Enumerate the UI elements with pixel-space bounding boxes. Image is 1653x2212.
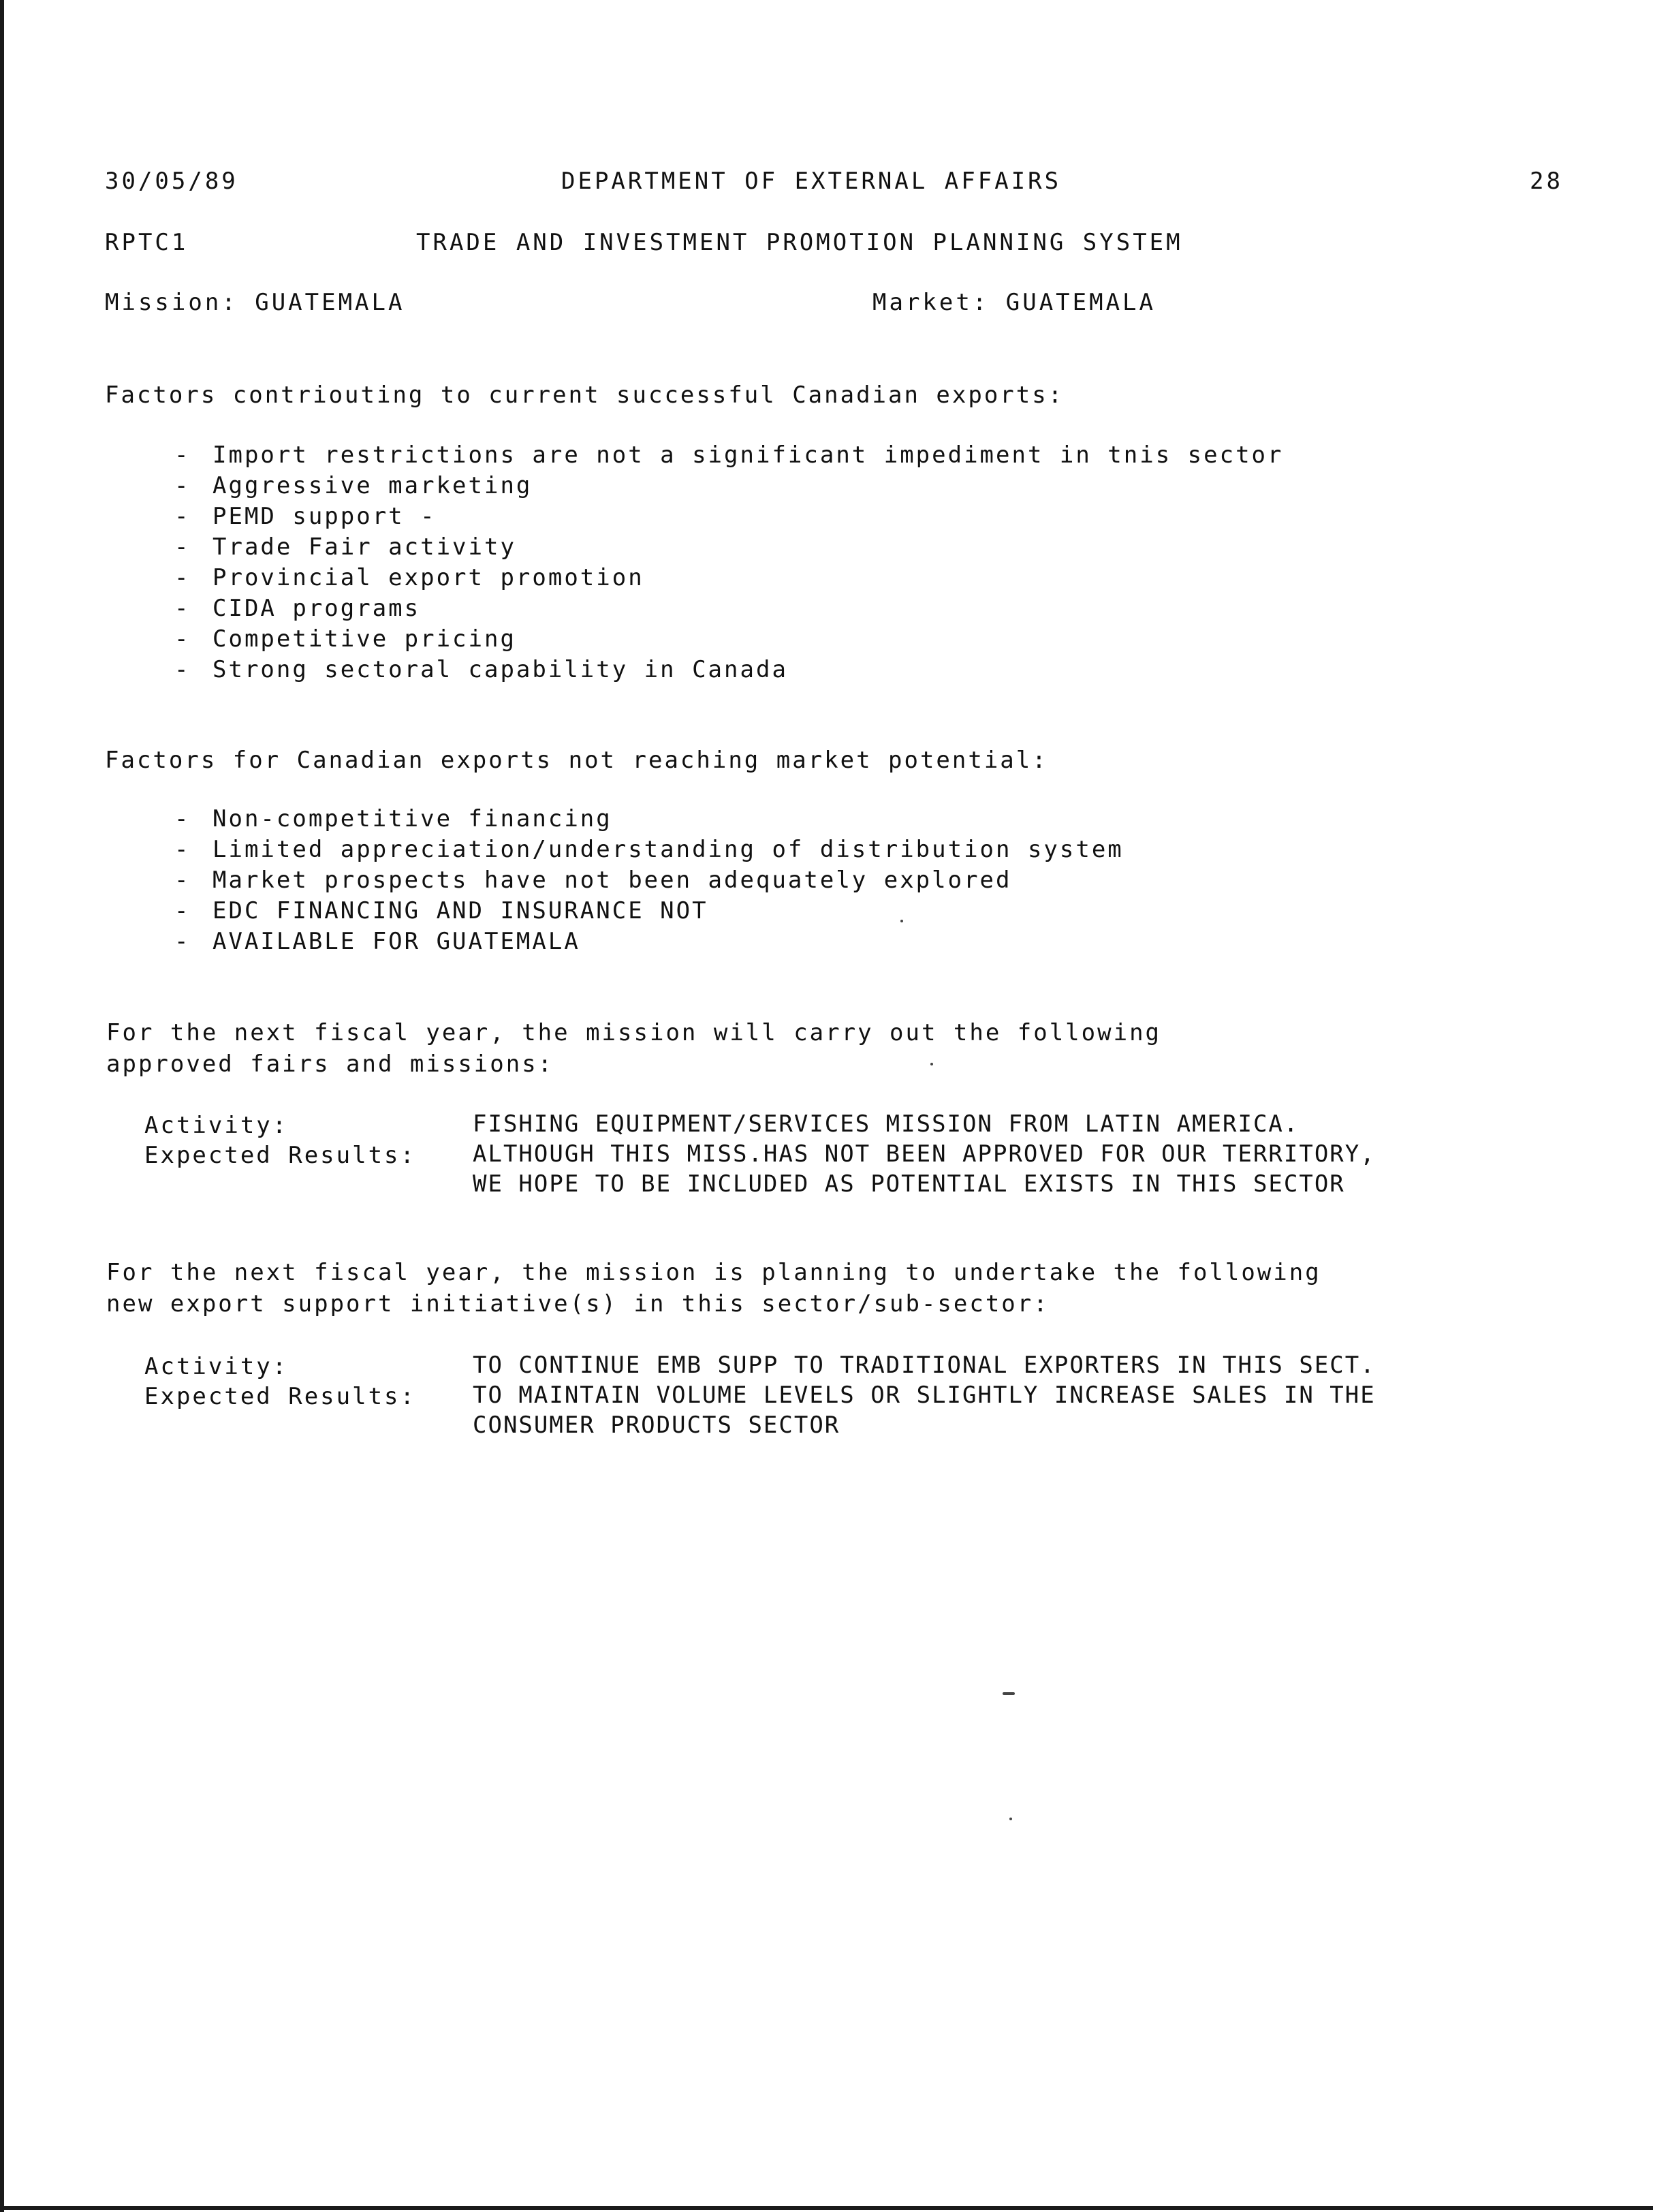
- fairs-results-line2: WE HOPE TO BE INCLUDED AS POTENTIAL EXISTS IN THIS SECTOR: [473, 1170, 1345, 1198]
- fairs-results-label: Expected Results:: [144, 1142, 416, 1169]
- initiatives-results-line2: CONSUMER PRODUCTS SECTOR: [473, 1412, 840, 1439]
- success-factors-list: [174, 440, 1283, 685]
- list-item: - Competitive pricing: [174, 625, 516, 653]
- initiatives-activity-label: Activity:: [144, 1353, 289, 1380]
- fairs-activity-label: Activity:: [144, 1112, 289, 1139]
- list-item: - Import restrictions are not a significant impediment in tnis sector: [174, 441, 1284, 469]
- page-number: 28: [1530, 168, 1563, 195]
- list-item: - EDC FINANCING AND INSURANCE NOT: [174, 897, 708, 924]
- fairs-results-line1: ALTHOUGH THIS MISS.HAS NOT BEEN APPROVED FOR OUR TERRITORY,: [473, 1140, 1376, 1168]
- success-factors-heading: Factors contriouting to current successful Canadian exports:: [105, 381, 1065, 409]
- list-item: - AVAILABLE FOR GUATEMALA: [174, 928, 580, 955]
- system-title: TRADE AND INVESTMENT PROMOTION PLANNING SYSTEM: [416, 229, 1183, 256]
- fairs-heading-line1: For the next fiscal year, the mission will carry out the following: [106, 1019, 1162, 1046]
- initiatives-heading-line2: new export support initiative(s) in this sector/sub-sector:: [106, 1290, 1050, 1318]
- initiatives-results-label: Expected Results:: [144, 1383, 416, 1410]
- list-item: - CIDA programs: [174, 595, 421, 622]
- list-item: - Aggressive marketing: [174, 472, 533, 499]
- fairs-heading-line2: approved fairs and missions:: [106, 1050, 554, 1078]
- report-code: RPTC1: [105, 229, 189, 256]
- list-item: - Strong sectoral capability in Canada: [174, 656, 788, 683]
- shortfall-factors-list: [174, 804, 1124, 957]
- scan-bottom-edge: [4, 2206, 1653, 2210]
- market-label: Market: GUATEMALA: [872, 289, 1156, 316]
- scan-mark: [930, 1063, 933, 1065]
- list-item: - Limited appreciation/understanding of distribution system: [174, 836, 1124, 863]
- fairs-activity-text: FISHING EQUIPMENT/SERVICES MISSION FROM LATIN AMERICA.: [473, 1110, 1300, 1138]
- list-item: - Trade Fair activity: [174, 533, 516, 561]
- shortfall-factors-heading: Factors for Canadian exports not reaching market potential:: [105, 747, 1048, 774]
- initiatives-heading-line1: For the next fiscal year, the mission is planning to undertake the following: [106, 1259, 1321, 1286]
- list-item: - Market prospects have not been adequately explored: [174, 867, 1012, 894]
- scan-mark: [1003, 1692, 1015, 1695]
- report-date: 30/05/89: [105, 168, 238, 195]
- scan-mark: [900, 920, 903, 922]
- mission-label: Mission: GUATEMALA: [105, 289, 405, 316]
- list-item: - Non-competitive financing: [174, 805, 612, 832]
- list-item: - PEMD support -: [174, 503, 437, 530]
- list-item: - Provincial export promotion: [174, 564, 644, 591]
- initiatives-activity-text: TO CONTINUE EMB SUPP TO TRADITIONAL EXPORTERS IN THIS SECT.: [473, 1352, 1376, 1379]
- initiatives-results-line1: TO MAINTAIN VOLUME LEVELS OR SLIGHTLY INCREASE SALES IN THE: [473, 1382, 1376, 1409]
- scan-mark: [1009, 1818, 1012, 1820]
- department-title: DEPARTMENT OF EXTERNAL AFFAIRS: [561, 168, 1062, 195]
